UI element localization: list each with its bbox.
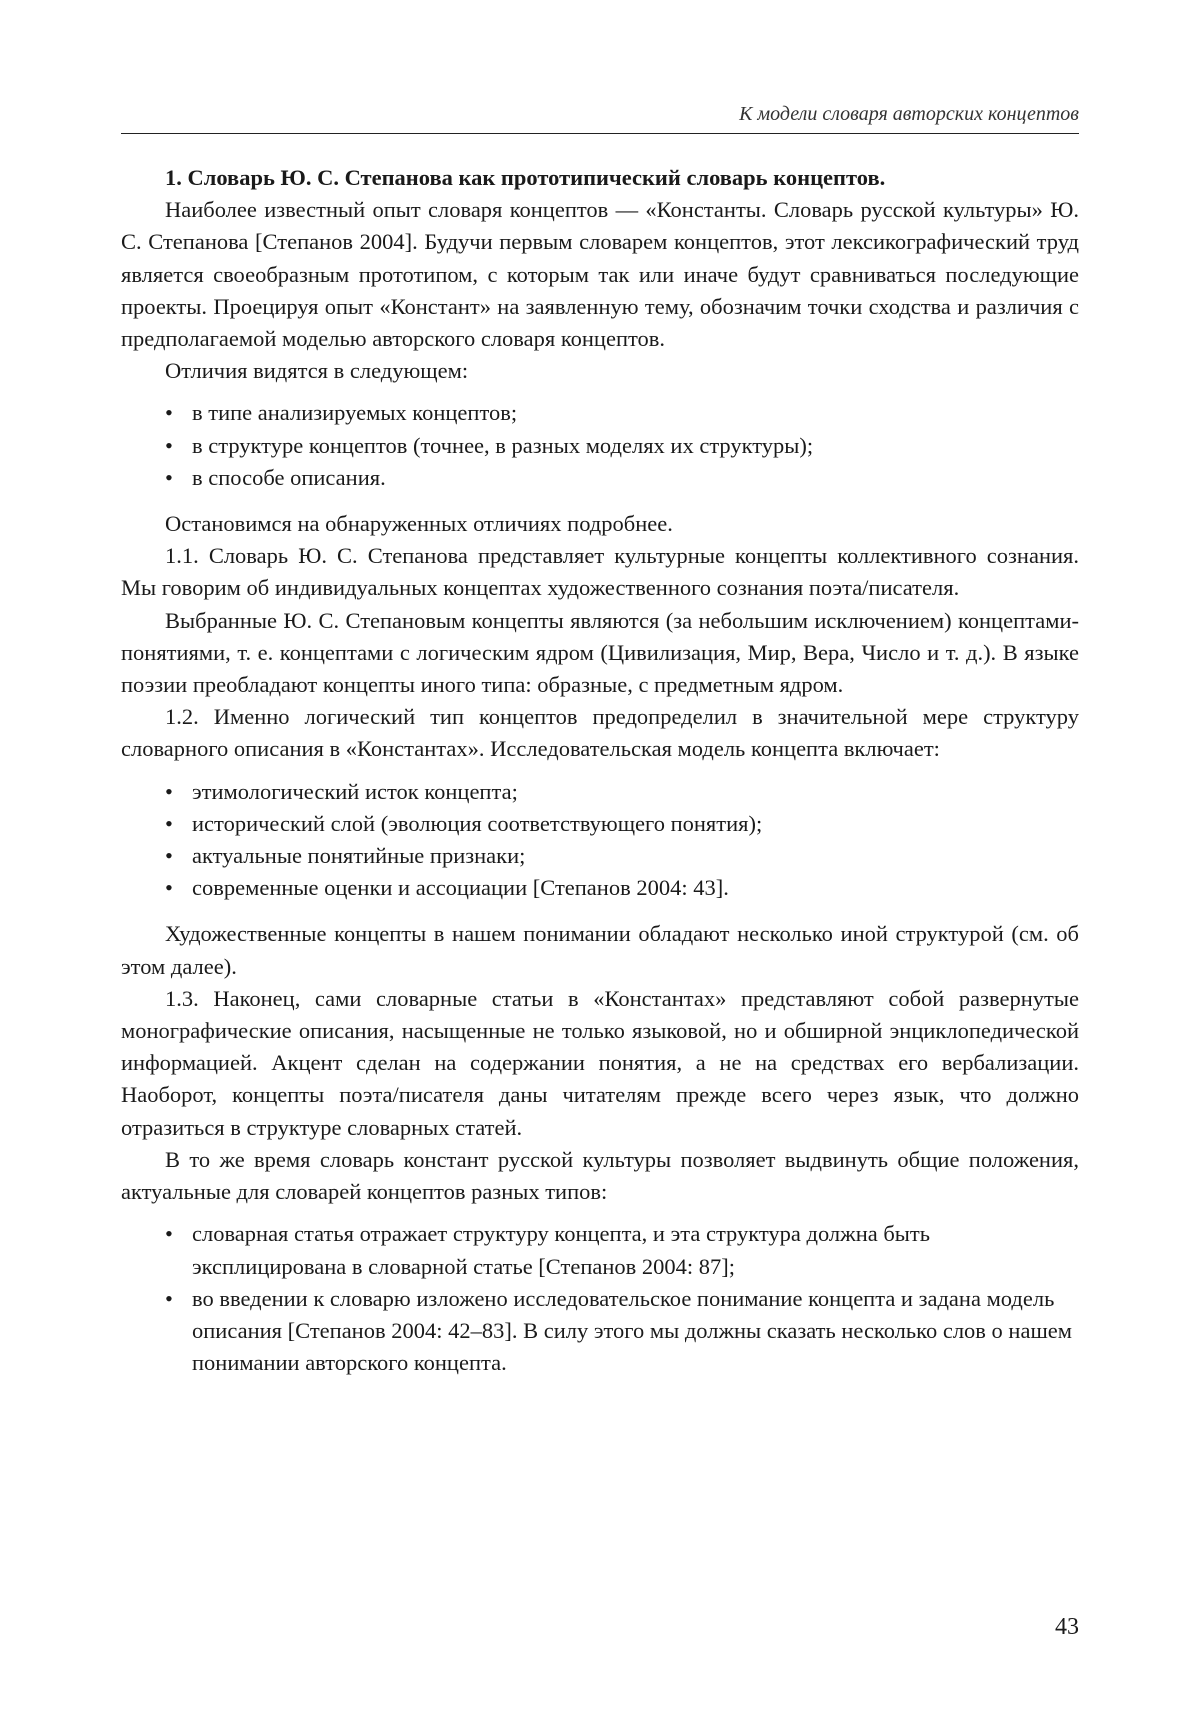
paragraph: Художественные концепты в нашем понимании обладают несколько иной структурой (см. об этом далее). [121, 921, 1079, 979]
bullet-icon: • [165, 810, 173, 836]
bullet-list [121, 776, 1079, 905]
page-content [121, 162, 1079, 1393]
list-item [121, 840, 1079, 872]
list-item [121, 1283, 1079, 1380]
bullet-icon: • [165, 400, 173, 426]
bullet-icon: • [165, 432, 173, 458]
page-number: 43 [1055, 1614, 1079, 1640]
bullet-icon: • [165, 464, 173, 490]
paragraph: В то же время словарь констант русской культуры позволяет выдвинуть общие положения, актуальные для словарей концептов разных типов: [121, 1146, 1079, 1205]
list-item [121, 1218, 1079, 1282]
list-item [121, 776, 1079, 808]
bullet-icon: • [165, 1221, 173, 1247]
list-item-text: во введении к словарю изложено исследовательское понимание концепта и задана модель описания [Степанов 2004: 42–83]. В силу этого мы должны сказать несколько слов о нашем понимании авторского концепта. [192, 1285, 1072, 1376]
paragraph: Выбранные Ю. С. Степановым концепты являются (за небольшим исключением) концептами-понятиями, т. е. концептами с логическим ядром (Цивилизация, Мир, Вера, Число и т. д.). В языке поэзии преобладают концепты иного типа: образные, с предметным ядром. [121, 607, 1079, 698]
list-item-text: этимологический исток концепта; [192, 778, 518, 804]
list-item-text: современные оценки и ассоциации [Степанов 2004: 43]. [192, 875, 729, 901]
list-item [121, 397, 1079, 429]
paragraph: 1.1. Словарь Ю. С. Степанова представляет культурные концепты коллективного сознания. Мы говорим об индивидуальных концептах художественного сознания поэта/писателя. [121, 543, 1079, 601]
bullet-icon: • [165, 875, 173, 901]
list-item [121, 872, 1079, 904]
paragraph: Наиболее известный опыт словаря концептов — «Константы. Словарь русской культуры» Ю. С. Степанова [Степанов 2004]. Будучи первым словарем концептов, этот лексикографический труд является своеобразным прототипом, с которым так или иначе будут сравниваться последующие проекты. Проецируя опыт «Констант» на заявленную тему, обозначим точки сходства и различия с предполагаемой моделью авторского словаря концептов. [121, 197, 1079, 352]
list-item-text: исторический слой (эволюция соответствующего понятия); [192, 810, 763, 836]
list-item-text: актуальные понятийные признаки; [192, 843, 526, 869]
section-heading: 1. Словарь Ю. С. Степанова как прототипический словарь концептов. [165, 165, 886, 190]
bullet-icon: • [165, 843, 173, 869]
list-item-text: в типе анализируемых концептов; [192, 400, 518, 426]
book-page [121, 0, 1079, 1710]
bullet-list [121, 397, 1079, 494]
list-item [121, 808, 1079, 840]
list-item-text: в структуре концептов (точнее, в разных моделях их структуры); [192, 432, 814, 458]
running-head: К модели словаря авторских концептов [739, 103, 1079, 125]
paragraph: 1.2. Именно логический тип концептов предопределил в значительной мере структуру словарного описания в «Константах». Исследовательская модель концепта включает: [121, 704, 1079, 762]
bullet-icon: • [165, 1285, 173, 1311]
list-item [121, 462, 1079, 494]
bullet-list [121, 1218, 1079, 1379]
bullet-icon: • [165, 778, 173, 804]
header-rule [121, 133, 1079, 134]
paragraph: 1.3. Наконец, сами словарные статьи в «Константах» представляют собой развернутые монографические описания, насыщенные не только языковой, но и обширной энциклопедической информацией. Акцент сделан на содержании понятия, а не на средствах его вербализации. Наоборот, концепты поэта/писателя даны читателям прежде всего через язык, что должно отразиться в структуре словарных статей. [121, 985, 1079, 1140]
list-item [121, 430, 1079, 462]
list-item-text: в способе описания. [192, 464, 386, 490]
paragraph: Остановимся на обнаруженных отличиях подробнее. [165, 511, 673, 537]
paragraph: Отличия видятся в следующем: [165, 358, 469, 384]
list-item-text: словарная статья отражает структуру концепта, и эта структура должна быть эксплицирована в словарной статье [Степанов 2004: 87]; [192, 1221, 931, 1279]
